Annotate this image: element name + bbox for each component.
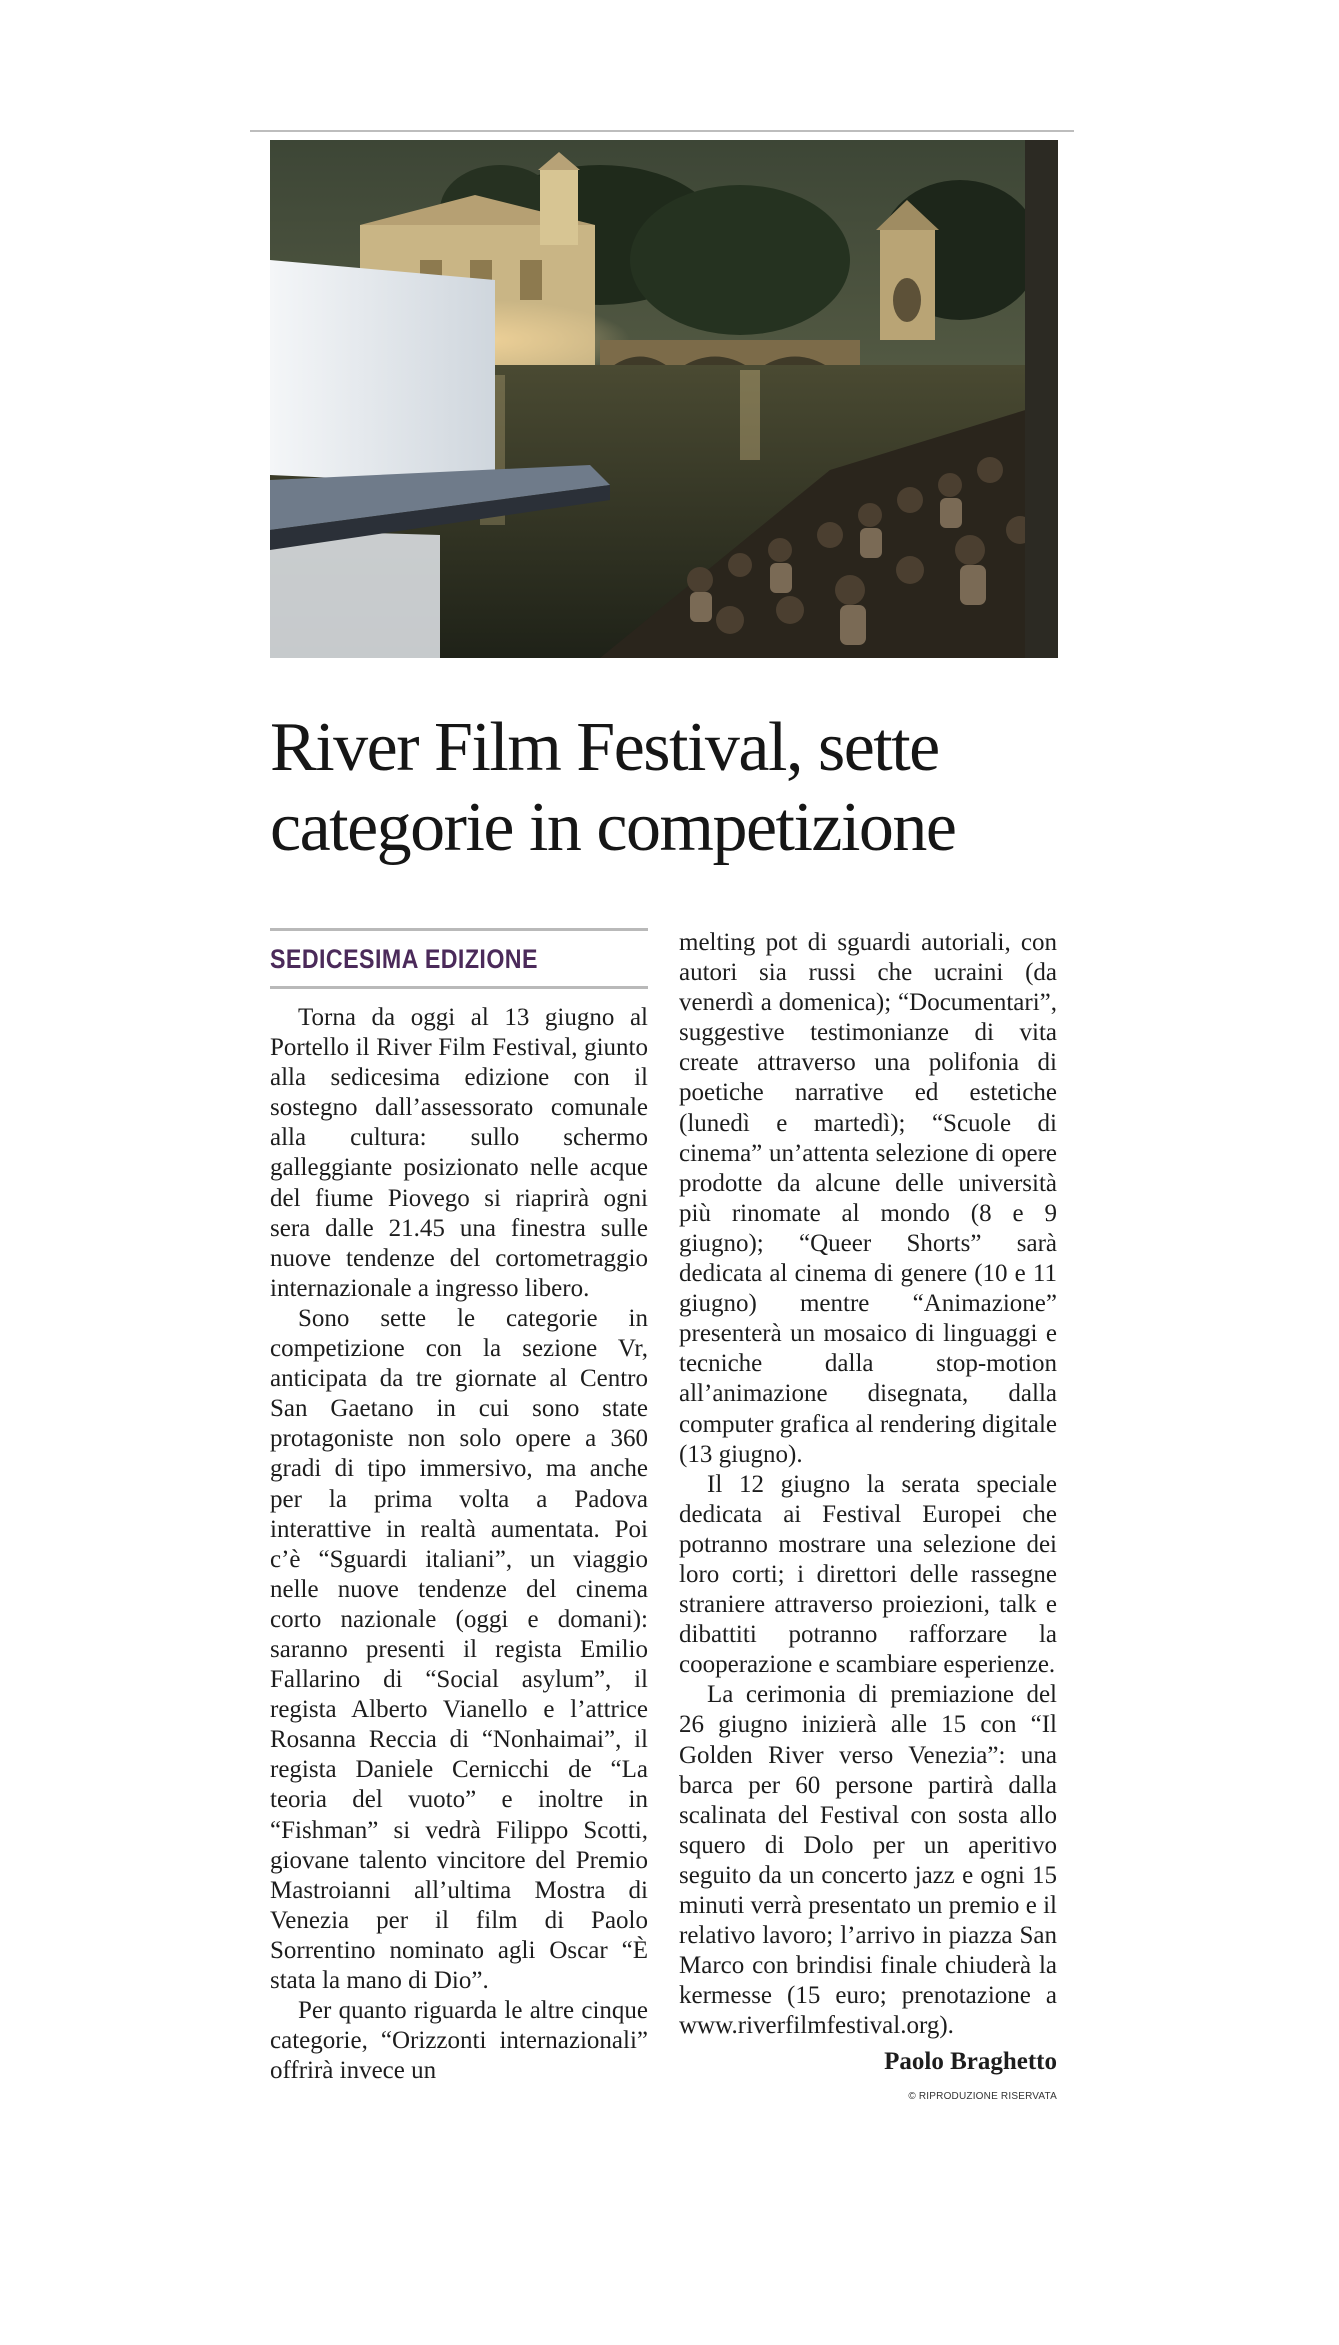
festival-photo — [270, 140, 1058, 658]
top-rule — [250, 130, 1074, 132]
author-byline: Paolo Braghetto — [884, 2048, 1057, 2076]
article-column-left — [270, 928, 648, 2086]
body-paragraph: melting pot di sguardi autoriali, con autori sia russi che ucraini (da venerdì a domenica); “Documentari”, suggestive testimonianze di vita create attraverso una polifonia di poetiche narrative ed estetiche (lunedì e martedì); “Scuole di cinema” un’attenta selezione di opere prodotte da alcune delle università più rinomate al mondo (8 e 9 giugno); “Queer Shorts” sarà dedicata al cinema di genere (10 e 11 giugno) mentre “Animazione” presenterà un mosaico di linguaggi e tecniche dalla stop-motion all’animazione disegnata, dalla computer grafica al rendering digitale (13 giugno). — [679, 929, 1057, 1468]
article-column-right — [679, 928, 1057, 2107]
body-paragraph: La cerimonia di premiazione del 26 giugno inizierà alle 15 con “Il Golden River verso Venezia”: una barca per 60 persone partirà dalla scalinata del Festival con sosta allo squero di Dolo per un aperitivo seguito da un concerto jazz e ogni 15 minuti verrà presentato un premio e il relativo lavoro; l’arrivo in piazza San Marco con brindisi finale chiuderà la kermesse (15 euro; prenotazione a www.riverfilmfestival.org). — [679, 1681, 1057, 2040]
kicker-rule-bottom — [270, 986, 648, 989]
kicker-rule-top — [270, 928, 648, 931]
body-paragraph: Il 12 giugno la serata speciale dedicata ai Festival Europei che potranno mostrare una selezione dei loro corti; i direttori delle rassegne straniere attraverso proiezioni, talk e dibattiti potranno rafforzare la cooperazione e scambiare esperienze. — [679, 1470, 1057, 1679]
section-kicker: SEDICESIMA EDIZIONE — [270, 944, 538, 974]
body-paragraph: Sono sette le categorie in competizione con la sezione Vr, anticipata da tre giornate al Centro San Gaetano in cui sono state protagoniste non solo opere a 360 gradi di tipo immersivo, ma anche per la prima volta a Padova interattive in realtà aumentata. Poi c’è “Sguardi italiani”, un viaggio nelle nuove tendenze del cinema corto nazionale (oggi e domani): saranno presenti il regista Emilio Fallarino di “Social asylum”, il regista Alberto Vianello e l’attrice Rosanna Reccia di “Nonhaimai”, il regista Daniele Cernicchi de “La teoria del vuoto” e inoltre in “Fishman” si vedrà Filippo Scotti, giovane talento vincitore del Premio Mastroianni all’ultima Mostra di Venezia per il film di Paolo Sorrentino nominato agli Oscar “È stata la mano di Dio”. — [270, 1304, 648, 1994]
headline: River Film Festival, sette categorie in competizione — [270, 709, 956, 866]
body-paragraph: Per quanto riguarda le altre cinque categorie, “Orizzonti internazionali” offrirà invece un — [270, 1997, 648, 2085]
body-paragraph: Torna da oggi al 13 giugno al Portello il River Film Festival, giunto alla sedicesima edizione con il sostegno dall’assessorato comunale alla cultura: sullo schermo galleggiante posizionato nelle acque del fiume Piovego si riaprirà ogni sera dalle 21.45 una finestra sulle nuove tendenze del cortometraggio internazionale a ingresso libero. — [270, 1004, 648, 1302]
copyright-notice: © RIPRODUZIONE RISERVATA — [908, 2091, 1057, 2103]
